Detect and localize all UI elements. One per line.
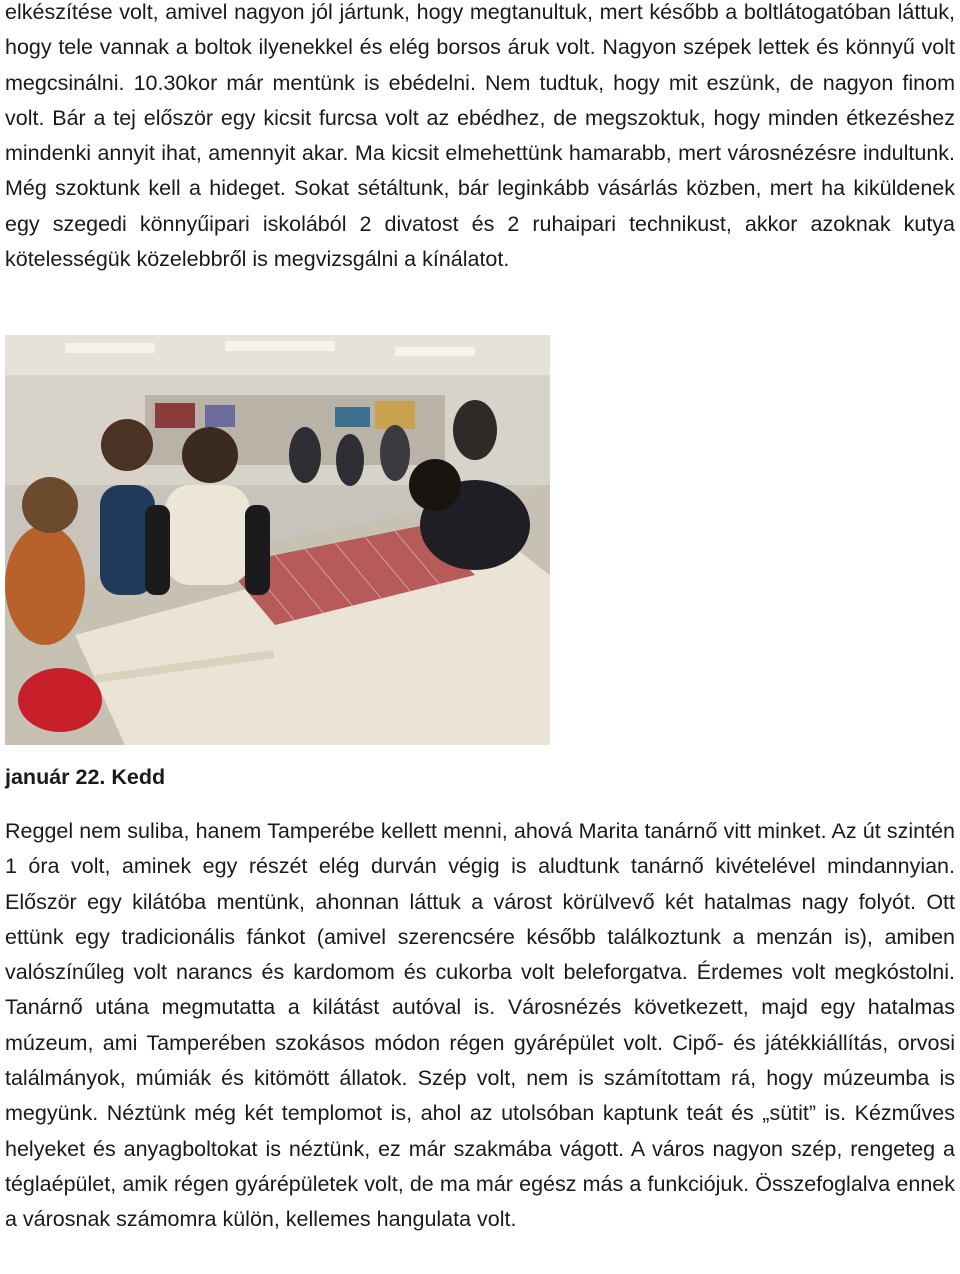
workshop-photo — [5, 335, 550, 745]
paragraph-tampere: Reggel nem suliba, hanem Tamperébe kellett menni, ahová Marita tanárnő vitt minket. Az út szintén 1 óra volt, aminek egy részét elég durván végig is aludtunk tanárnő kivételével mindannyian. Először egy kilátóba mentünk, ahonnan láttuk a várost körülvevő két hatalmas nagy folyót. Ott ettünk egy tradicionális fánkot (amivel szerencsére később találkoztunk a menzán is), amiben valószínűleg volt narancs és kardomom és cukorba volt beleforgatva. Érdemes volt megkóstolni. Tanárnő utána megmutatta a kilátást autóval is. Városnézés következett, majd egy hatalmas múzeum, ami Tamperében szokásos módon régen gyárépület volt. Cipő- és játékkiállítás, orvosi találmányok, múmiák és kitömött állatok. Szép volt, nem is számítottam rá, hogy múzeumba is megyünk. Néztünk még két templomot is, ahol az utolsóban kaptunk teát és „sütit” is. Kézműves helyeket és anyagboltokat is néztünk, ez már szakmába vágott. A város nagyon szép, rengeteg a téglaépület, amik régen gyárépületek volt, de ma már egész más a funkciójuk. Összefoglalva ennek a városnak számomra külön, kellemes hangulata volt. — [5, 819, 955, 1232]
paragraph-intro: elkészítése volt, amivel nagyon jól jártunk, hogy megtanultuk, mert később a boltlátogatóban láttuk, hogy tele vannak a boltok ilyenekkel és elég borsos áruk volt. Nagyon szépek lettek és könnyű volt megcsinálni. 10.30kor már mentünk is ebédelni. Nem tudtuk, hogy mit eszünk, de nagyon finom volt. Bár a tej először egy kicsit furcsa volt az ebédhez, de megszoktuk, hogy minden étkezéshez mindenki annyit ihat, amennyit akar. Ma kicsit elmehettünk hamarabb, mert városnézésre indultunk. Még szoktunk kell a hideget. Sokat sétáltunk, bár leginkább vásárlás közben, mert ha kiküldenek egy szegedi könnyűipari iskolából 2 divatost és 2 ruhaipari technikust, akkor azoknak kutya kötelességük közelebbről is megvizsgálni a kínálatot. — [5, 0, 955, 272]
date-heading: január 22. Kedd — [5, 765, 166, 789]
